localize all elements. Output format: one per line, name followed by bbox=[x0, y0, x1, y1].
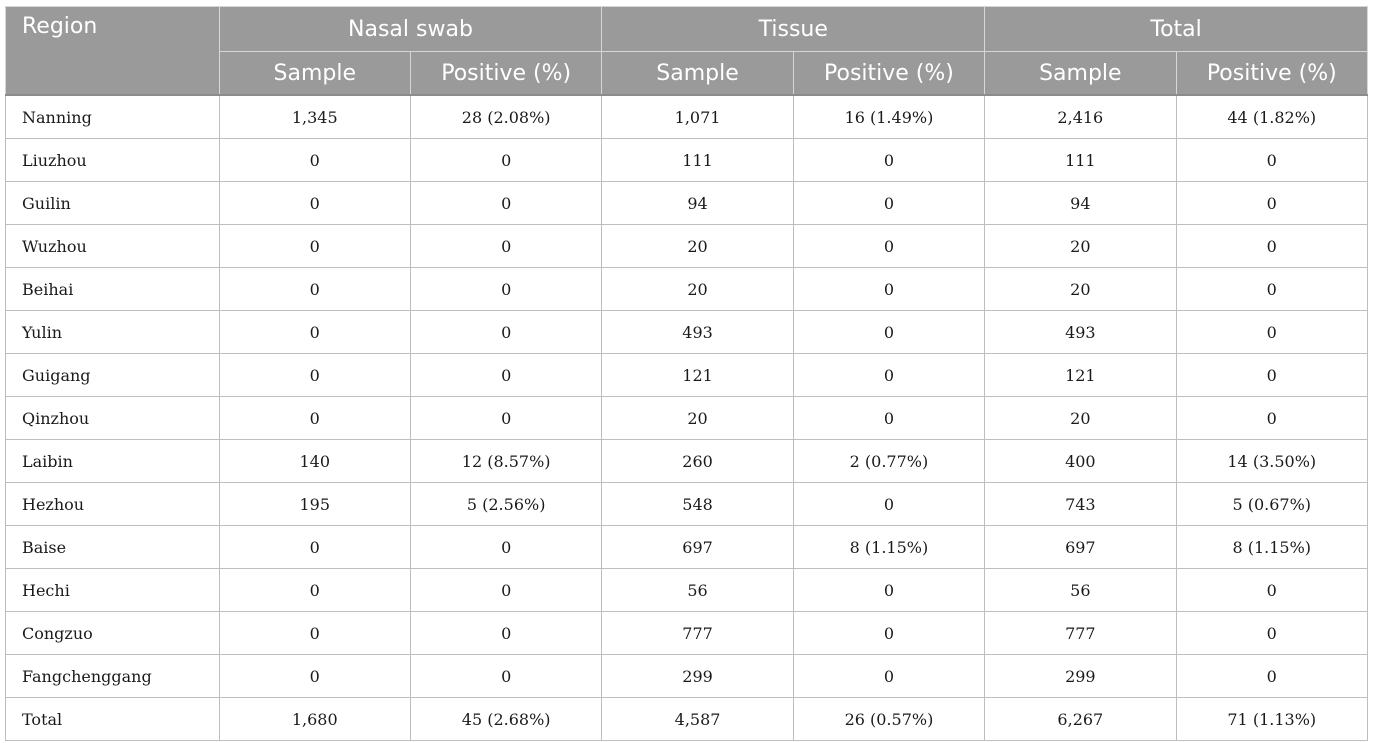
region-cell: Qinzhou bbox=[6, 397, 220, 440]
table-row bbox=[6, 612, 1368, 655]
nasal-sample-cell: 0 bbox=[219, 354, 410, 397]
nasal-positive-cell: 0 bbox=[410, 569, 601, 612]
subheader-positive: Positive (%) bbox=[793, 52, 984, 96]
subheader-sample: Sample bbox=[219, 52, 410, 96]
tissue-positive-cell: 26 (0.57%) bbox=[793, 698, 984, 741]
region-cell: Laibin bbox=[6, 440, 220, 483]
nasal-sample-cell: 1,680 bbox=[219, 698, 410, 741]
region-cell: Wuzhou bbox=[6, 225, 220, 268]
table-row bbox=[6, 440, 1368, 483]
table-row bbox=[6, 95, 1368, 139]
region-cell: Guigang bbox=[6, 354, 220, 397]
nasal-sample-cell: 195 bbox=[219, 483, 410, 526]
tissue-positive-cell: 0 bbox=[793, 268, 984, 311]
total-sample-cell: 400 bbox=[985, 440, 1176, 483]
group-header-nasal-swab: Nasal swab bbox=[219, 7, 602, 52]
table-row bbox=[6, 397, 1368, 440]
nasal-sample-cell: 0 bbox=[219, 225, 410, 268]
region-cell: Guilin bbox=[6, 182, 220, 225]
tissue-positive-cell: 0 bbox=[793, 311, 984, 354]
nasal-positive-cell: 0 bbox=[410, 225, 601, 268]
total-sample-cell: 111 bbox=[985, 139, 1176, 182]
total-sample-cell: 6,267 bbox=[985, 698, 1176, 741]
total-sample-cell: 493 bbox=[985, 311, 1176, 354]
tissue-sample-cell: 493 bbox=[602, 311, 793, 354]
region-cell: Yulin bbox=[6, 311, 220, 354]
total-positive-cell: 0 bbox=[1176, 569, 1367, 612]
tissue-positive-cell: 0 bbox=[793, 225, 984, 268]
tissue-positive-cell: 0 bbox=[793, 655, 984, 698]
total-positive-cell: 5 (0.67%) bbox=[1176, 483, 1367, 526]
nasal-positive-cell: 0 bbox=[410, 526, 601, 569]
data-table bbox=[5, 6, 1368, 741]
tissue-positive-cell: 0 bbox=[793, 139, 984, 182]
nasal-positive-cell: 0 bbox=[410, 139, 601, 182]
tissue-positive-cell: 16 (1.49%) bbox=[793, 95, 984, 139]
header-row-groups bbox=[6, 7, 1368, 52]
region-cell: Nanning bbox=[6, 95, 220, 139]
nasal-sample-cell: 0 bbox=[219, 139, 410, 182]
nasal-positive-cell: 0 bbox=[410, 655, 601, 698]
table-row bbox=[6, 483, 1368, 526]
tissue-sample-cell: 697 bbox=[602, 526, 793, 569]
nasal-sample-cell: 0 bbox=[219, 397, 410, 440]
table-header bbox=[6, 7, 1368, 96]
total-positive-cell: 44 (1.82%) bbox=[1176, 95, 1367, 139]
total-sample-cell: 697 bbox=[985, 526, 1176, 569]
total-sample-cell: 777 bbox=[985, 612, 1176, 655]
tissue-sample-cell: 20 bbox=[602, 225, 793, 268]
table-row bbox=[6, 698, 1368, 741]
subheader-sample: Sample bbox=[985, 52, 1176, 96]
tissue-sample-cell: 4,587 bbox=[602, 698, 793, 741]
nasal-positive-cell: 0 bbox=[410, 397, 601, 440]
table-row bbox=[6, 182, 1368, 225]
nasal-positive-cell: 28 (2.08%) bbox=[410, 95, 601, 139]
total-positive-cell: 0 bbox=[1176, 225, 1367, 268]
total-sample-cell: 2,416 bbox=[985, 95, 1176, 139]
total-positive-cell: 0 bbox=[1176, 139, 1367, 182]
region-cell: Hechi bbox=[6, 569, 220, 612]
tissue-sample-cell: 121 bbox=[602, 354, 793, 397]
nasal-positive-cell: 0 bbox=[410, 354, 601, 397]
total-positive-cell: 0 bbox=[1176, 182, 1367, 225]
data-table-container bbox=[5, 6, 1368, 741]
tissue-sample-cell: 777 bbox=[602, 612, 793, 655]
total-sample-cell: 56 bbox=[985, 569, 1176, 612]
region-cell: Fangchenggang bbox=[6, 655, 220, 698]
table-row bbox=[6, 139, 1368, 182]
region-cell: Congzuo bbox=[6, 612, 220, 655]
nasal-sample-cell: 0 bbox=[219, 612, 410, 655]
total-positive-cell: 0 bbox=[1176, 268, 1367, 311]
table-row bbox=[6, 225, 1368, 268]
region-cell: Beihai bbox=[6, 268, 220, 311]
tissue-sample-cell: 260 bbox=[602, 440, 793, 483]
nasal-sample-cell: 0 bbox=[219, 182, 410, 225]
table-row bbox=[6, 526, 1368, 569]
nasal-sample-cell: 0 bbox=[219, 311, 410, 354]
region-cell: Total bbox=[6, 698, 220, 741]
table-row bbox=[6, 354, 1368, 397]
total-sample-cell: 20 bbox=[985, 225, 1176, 268]
nasal-positive-cell: 12 (8.57%) bbox=[410, 440, 601, 483]
total-positive-cell: 8 (1.15%) bbox=[1176, 526, 1367, 569]
tissue-positive-cell: 0 bbox=[793, 612, 984, 655]
tissue-positive-cell: 0 bbox=[793, 182, 984, 225]
nasal-sample-cell: 0 bbox=[219, 526, 410, 569]
total-positive-cell: 0 bbox=[1176, 354, 1367, 397]
tissue-sample-cell: 56 bbox=[602, 569, 793, 612]
tissue-sample-cell: 20 bbox=[602, 268, 793, 311]
nasal-sample-cell: 0 bbox=[219, 569, 410, 612]
nasal-positive-cell: 0 bbox=[410, 311, 601, 354]
table-row bbox=[6, 311, 1368, 354]
subheader-positive: Positive (%) bbox=[410, 52, 601, 96]
tissue-positive-cell: 0 bbox=[793, 569, 984, 612]
total-positive-cell: 0 bbox=[1176, 397, 1367, 440]
total-positive-cell: 71 (1.13%) bbox=[1176, 698, 1367, 741]
total-positive-cell: 0 bbox=[1176, 612, 1367, 655]
tissue-sample-cell: 94 bbox=[602, 182, 793, 225]
total-sample-cell: 94 bbox=[985, 182, 1176, 225]
tissue-sample-cell: 1,071 bbox=[602, 95, 793, 139]
nasal-positive-cell: 45 (2.68%) bbox=[410, 698, 601, 741]
nasal-positive-cell: 0 bbox=[410, 182, 601, 225]
tissue-sample-cell: 548 bbox=[602, 483, 793, 526]
nasal-sample-cell: 140 bbox=[219, 440, 410, 483]
region-column-header: Region bbox=[6, 7, 220, 96]
group-header-total: Total bbox=[985, 7, 1368, 52]
total-sample-cell: 20 bbox=[985, 397, 1176, 440]
region-cell: Hezhou bbox=[6, 483, 220, 526]
tissue-sample-cell: 299 bbox=[602, 655, 793, 698]
table-row bbox=[6, 655, 1368, 698]
table-row bbox=[6, 268, 1368, 311]
tissue-positive-cell: 0 bbox=[793, 483, 984, 526]
tissue-positive-cell: 0 bbox=[793, 354, 984, 397]
total-positive-cell: 0 bbox=[1176, 655, 1367, 698]
nasal-sample-cell: 1,345 bbox=[219, 95, 410, 139]
table-row bbox=[6, 569, 1368, 612]
nasal-positive-cell: 5 (2.56%) bbox=[410, 483, 601, 526]
total-positive-cell: 14 (3.50%) bbox=[1176, 440, 1367, 483]
subheader-positive: Positive (%) bbox=[1176, 52, 1367, 96]
tissue-sample-cell: 111 bbox=[602, 139, 793, 182]
total-sample-cell: 121 bbox=[985, 354, 1176, 397]
total-sample-cell: 743 bbox=[985, 483, 1176, 526]
group-header-tissue: Tissue bbox=[602, 7, 985, 52]
region-cell: Liuzhou bbox=[6, 139, 220, 182]
subheader-sample: Sample bbox=[602, 52, 793, 96]
table-body bbox=[6, 95, 1368, 741]
nasal-sample-cell: 0 bbox=[219, 268, 410, 311]
region-cell: Baise bbox=[6, 526, 220, 569]
nasal-sample-cell: 0 bbox=[219, 655, 410, 698]
tissue-positive-cell: 2 (0.77%) bbox=[793, 440, 984, 483]
total-positive-cell: 0 bbox=[1176, 311, 1367, 354]
tissue-positive-cell: 0 bbox=[793, 397, 984, 440]
tissue-positive-cell: 8 (1.15%) bbox=[793, 526, 984, 569]
nasal-positive-cell: 0 bbox=[410, 612, 601, 655]
total-sample-cell: 299 bbox=[985, 655, 1176, 698]
tissue-sample-cell: 20 bbox=[602, 397, 793, 440]
total-sample-cell: 20 bbox=[985, 268, 1176, 311]
nasal-positive-cell: 0 bbox=[410, 268, 601, 311]
